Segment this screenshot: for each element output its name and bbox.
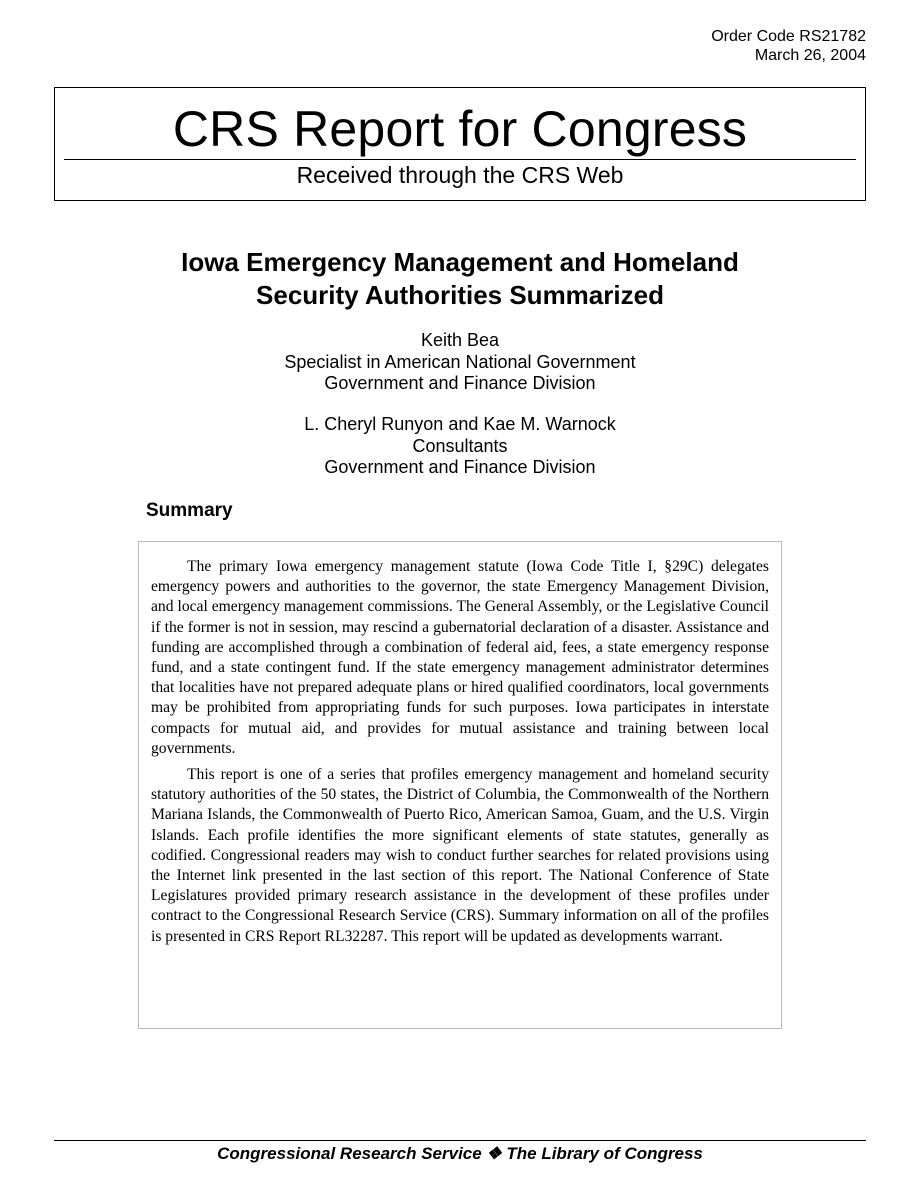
crs-banner bbox=[54, 87, 866, 201]
document-title bbox=[0, 246, 920, 312]
author-role: Consultants bbox=[412, 435, 508, 456]
document-title-line-2: Security Authorities Summarized bbox=[256, 280, 664, 310]
summary-paragraph-2: This report is one of a series that profiles emergency management and homeland security statutory authorities of the 50 states, the District of Columbia, the Commonwealth of the Northern Mariana Islands, the Commonwealth of Puerto Rico, American Samoa, Guam, and the U.S. Virgin Islands. Each profile identifies the more significant elements of state statutes, generally as codified. Congressional readers may wish to conduct further searches for related provisions using the Internet link presented in the last section of this report. The National Conference of State Legislatures provided primary research assistance in the development of these profiles under contract to the Congressional Research Service (CRS). Summary information on all of the profiles is presented in CRS Report RL32287. This report will be updated as developments warrant. bbox=[151, 766, 769, 945]
summary-box bbox=[138, 541, 782, 1029]
document-title-line-1: Iowa Emergency Management and Homeland bbox=[181, 247, 739, 277]
banner-title: CRS Report for Congress bbox=[172, 101, 748, 157]
author-block-1 bbox=[0, 330, 920, 395]
author-division: Government and Finance Division bbox=[324, 457, 596, 477]
author-division: Government and Finance Division bbox=[324, 373, 596, 393]
author-name: Keith Bea bbox=[420, 330, 500, 350]
author-name: L. Cheryl Runyon and Kae M. Warnock bbox=[304, 414, 616, 434]
banner-subtitle: Received through the CRS Web bbox=[296, 162, 624, 188]
order-code: Order Code RS21782 bbox=[711, 28, 866, 45]
banner-divider bbox=[64, 159, 856, 160]
footer-text: Congressional Research Service ❖ The Library of Congress bbox=[217, 1144, 703, 1163]
summary-heading: Summary bbox=[146, 500, 233, 521]
order-code-block bbox=[711, 27, 866, 65]
author-role: Specialist in American National Government bbox=[284, 351, 636, 372]
report-date: March 26, 2004 bbox=[754, 47, 866, 64]
summary-paragraph-1: The primary Iowa emergency management statute (Iowa Code Title I, §29C) delegates emergency powers and authorities to the governor, the state Emergency Management Division, and local emergency management commissions. The General Assembly, or the Legislative Council if the former is not in session, may rescind a gubernatorial declaration of a disaster. Assistance and funding are accomplished through a combination of federal aid, fees, a state emergency response fund, and a state contingent fund. If the state emergency management administrator determines that localities have not prepared adequate plans or hired qualified coordinators, local governments may be prohibited from appropriating funds for such purposes. Iowa participates in interstate compacts for mutual aid, and provides for mutual assistance and training between local governments. bbox=[151, 558, 769, 757]
footer-divider bbox=[54, 1140, 866, 1141]
author-block-2 bbox=[0, 414, 920, 479]
